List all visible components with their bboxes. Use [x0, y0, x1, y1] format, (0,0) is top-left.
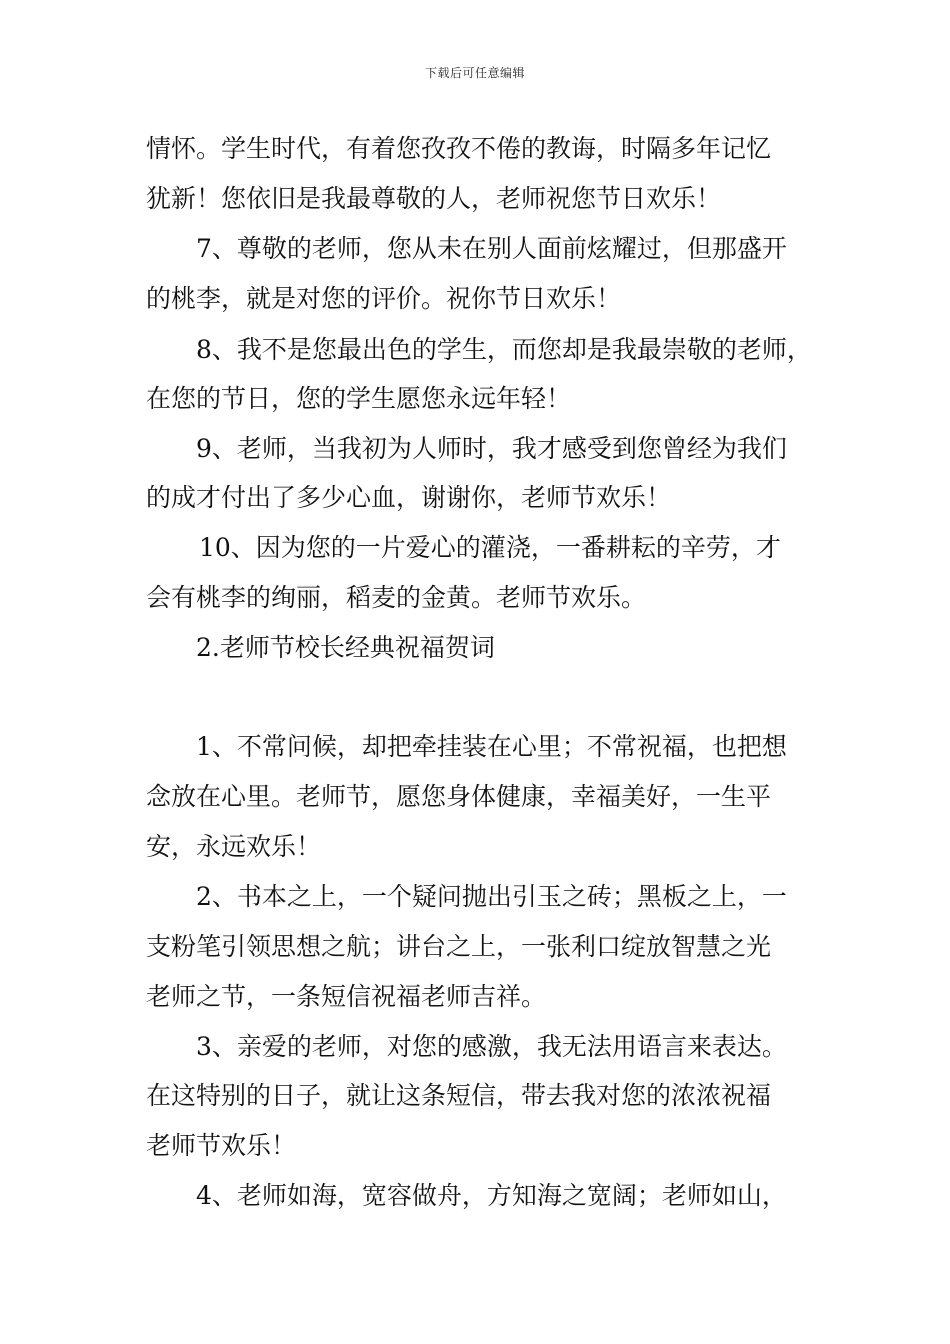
text-line: 会有桃李的绚丽，稻麦的金黄。老师节欢乐。 — [146, 583, 647, 612]
text-line: 在您的节日，您的学生愿您永远年轻！ — [146, 384, 572, 413]
paragraph-1-line: 1、不常问候，却把牵挂装在心里；不常祝福，也把想 — [196, 732, 787, 761]
text-line: 的成才付出了多少心血，谢谢你，老师节欢乐！ — [146, 483, 672, 512]
section-heading: 2.老师节校长经典祝福贺词 — [196, 633, 495, 662]
text-line: 情怀。学生时代，有着您孜孜不倦的教诲，时隔多年记忆 — [146, 134, 772, 163]
text-line: 犹新！您依旧是我最尊敬的人，老师祝您节日欢乐！ — [146, 184, 722, 213]
text-line: 老师之节，一条短信祝福老师吉祥。 — [146, 982, 547, 1011]
paragraph-8-line: 8、我不是您最出色的学生，而您却是我最崇敬的老师， — [196, 335, 812, 364]
paragraph-3-line: 3、亲爱的老师，对您的感激，我无法用语言来表达。 — [196, 1032, 787, 1061]
text-line: 老师节欢乐！ — [146, 1131, 297, 1160]
text-line: 在这特别的日子，就让这条短信，带去我对您的浓浓祝福 — [146, 1081, 772, 1110]
paragraph-7-line: 7、尊敬的老师，您从未在别人面前炫耀过，但那盛开 — [196, 234, 787, 263]
text-line: 安，永远欢乐！ — [146, 832, 322, 861]
page-header-note: 下载后可任意编辑 — [424, 66, 525, 80]
paragraph-4-line: 4、老师如海，宽容做舟，方知海之宽阔；老师如山， — [196, 1181, 787, 1210]
text-line: 念放在心里。老师节，愿您身体健康，幸福美好，一生平 — [146, 782, 772, 811]
text-line: 的桃李，就是对您的评价。祝你节日欢乐！ — [146, 284, 622, 313]
text-line: 支粉笔引领思想之航；讲台之上，一张利口绽放智慧之光 — [146, 932, 772, 961]
paragraph-2-line: 2、书本之上，一个疑问抛出引玉之砖；黑板之上，一 — [196, 882, 787, 911]
paragraph-10-line: 10、因为您的一片爱心的灌浇，一番耕耘的辛劳，才 — [199, 533, 781, 562]
paragraph-9-line: 9、老师，当我初为人师时，我才感受到您曾经为我们 — [196, 434, 787, 463]
